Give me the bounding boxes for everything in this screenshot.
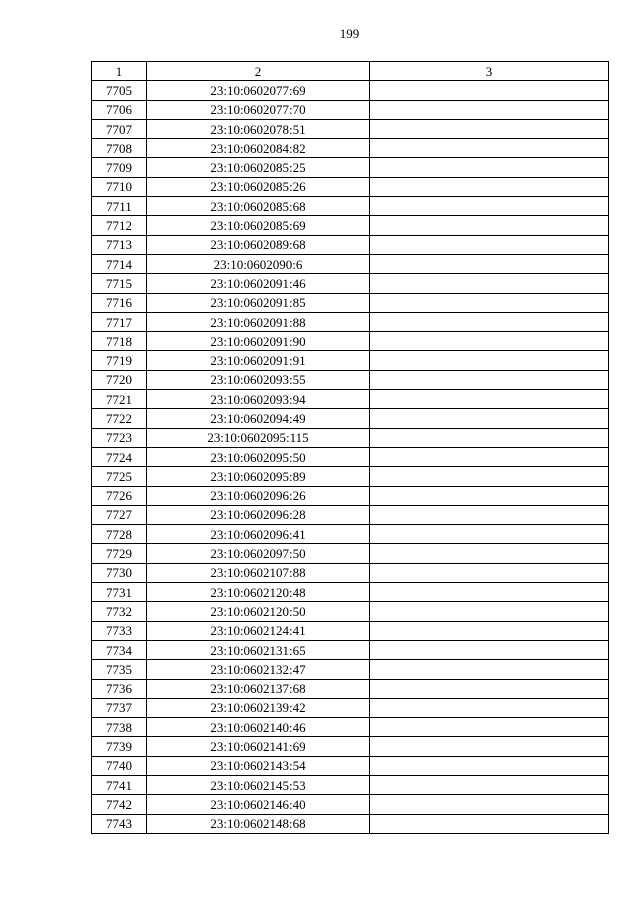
notes-cell xyxy=(370,467,609,486)
row-number-cell: 7725 xyxy=(92,467,147,486)
row-number-cell: 7714 xyxy=(92,254,147,273)
table-row xyxy=(92,158,609,177)
notes-cell xyxy=(370,486,609,505)
row-number-cell: 7734 xyxy=(92,640,147,659)
cadastral-number-cell: 23:10:0602085:69 xyxy=(147,216,370,235)
row-number-cell: 7741 xyxy=(92,775,147,794)
notes-cell xyxy=(370,737,609,756)
notes-cell xyxy=(370,640,609,659)
notes-cell xyxy=(370,718,609,737)
cadastral-number-cell: 23:10:0602145:53 xyxy=(147,775,370,794)
cadastral-number-cell: 23:10:0602089:68 xyxy=(147,235,370,254)
row-number-cell: 7727 xyxy=(92,505,147,524)
table-row xyxy=(92,505,609,524)
row-number-cell: 7722 xyxy=(92,409,147,428)
notes-cell xyxy=(370,293,609,312)
cadastral-number-cell: 23:10:0602085:68 xyxy=(147,197,370,216)
row-number-cell: 7716 xyxy=(92,293,147,312)
row-number-cell: 7739 xyxy=(92,737,147,756)
row-number-cell: 7732 xyxy=(92,602,147,621)
row-number-cell: 7715 xyxy=(92,274,147,293)
notes-cell xyxy=(370,525,609,544)
table-row xyxy=(92,428,609,447)
table-row xyxy=(92,216,609,235)
table-row xyxy=(92,119,609,138)
row-number-cell: 7705 xyxy=(92,81,147,100)
row-number-cell: 7742 xyxy=(92,795,147,814)
notes-cell xyxy=(370,197,609,216)
notes-cell xyxy=(370,100,609,119)
table-row xyxy=(92,583,609,602)
notes-cell xyxy=(370,332,609,351)
table-row xyxy=(92,795,609,814)
notes-cell xyxy=(370,447,609,466)
cadastral-number-cell: 23:10:0602091:90 xyxy=(147,332,370,351)
cadastral-number-cell: 23:10:0602096:41 xyxy=(147,525,370,544)
table-row xyxy=(92,775,609,794)
notes-cell xyxy=(370,235,609,254)
row-number-cell: 7728 xyxy=(92,525,147,544)
table-row xyxy=(92,737,609,756)
table-row xyxy=(92,621,609,640)
notes-cell xyxy=(370,390,609,409)
notes-cell xyxy=(370,158,609,177)
row-number-cell: 7709 xyxy=(92,158,147,177)
cadastral-number-cell: 23:10:0602120:50 xyxy=(147,602,370,621)
row-number-cell: 7726 xyxy=(92,486,147,505)
notes-cell xyxy=(370,312,609,331)
notes-cell xyxy=(370,814,609,833)
cadastral-number-cell: 23:10:0602140:46 xyxy=(147,718,370,737)
cadastral-number-cell: 23:10:0602095:89 xyxy=(147,467,370,486)
notes-cell xyxy=(370,370,609,389)
cadastral-number-cell: 23:10:0602139:42 xyxy=(147,698,370,717)
cadastral-number-cell: 23:10:0602095:115 xyxy=(147,428,370,447)
column-header-number: 1 xyxy=(92,62,147,81)
row-number-cell: 7717 xyxy=(92,312,147,331)
cadastral-number-cell: 23:10:0602124:41 xyxy=(147,621,370,640)
notes-cell xyxy=(370,621,609,640)
row-number-cell: 7723 xyxy=(92,428,147,447)
row-number-cell: 7718 xyxy=(92,332,147,351)
notes-cell xyxy=(370,698,609,717)
table-row xyxy=(92,698,609,717)
table-row xyxy=(92,447,609,466)
notes-cell xyxy=(370,660,609,679)
table-row xyxy=(92,81,609,100)
cadastral-number-cell: 23:10:0602107:88 xyxy=(147,563,370,582)
row-number-cell: 7743 xyxy=(92,814,147,833)
column-header-cadastral-number: 2 xyxy=(147,62,370,81)
notes-cell xyxy=(370,81,609,100)
cadastral-number-cell: 23:10:0602148:68 xyxy=(147,814,370,833)
cadastral-number-cell: 23:10:0602097:50 xyxy=(147,544,370,563)
notes-cell xyxy=(370,505,609,524)
row-number-cell: 7729 xyxy=(92,544,147,563)
cadastral-number-cell: 23:10:0602078:51 xyxy=(147,119,370,138)
notes-cell xyxy=(370,583,609,602)
cadastral-number-cell: 23:10:0602090:6 xyxy=(147,254,370,273)
table-row xyxy=(92,139,609,158)
row-number-cell: 7710 xyxy=(92,177,147,196)
cadastral-number-cell: 23:10:0602084:82 xyxy=(147,139,370,158)
cadastral-number-cell: 23:10:0602096:26 xyxy=(147,486,370,505)
notes-cell xyxy=(370,274,609,293)
table-row xyxy=(92,370,609,389)
cadastral-number-cell: 23:10:0602131:65 xyxy=(147,640,370,659)
cadastral-number-cell: 23:10:0602091:88 xyxy=(147,312,370,331)
table-row xyxy=(92,814,609,833)
notes-cell xyxy=(370,139,609,158)
table-row xyxy=(92,390,609,409)
notes-cell xyxy=(370,795,609,814)
table-body xyxy=(92,81,609,834)
notes-cell xyxy=(370,775,609,794)
cadastral-number-cell: 23:10:0602085:25 xyxy=(147,158,370,177)
table-row xyxy=(92,254,609,273)
row-number-cell: 7737 xyxy=(92,698,147,717)
table-row xyxy=(92,332,609,351)
cadastral-number-cell: 23:10:0602094:49 xyxy=(147,409,370,428)
table-row xyxy=(92,177,609,196)
notes-cell xyxy=(370,409,609,428)
table-row xyxy=(92,660,609,679)
row-number-cell: 7706 xyxy=(92,100,147,119)
table-row xyxy=(92,197,609,216)
notes-cell xyxy=(370,602,609,621)
row-number-cell: 7719 xyxy=(92,351,147,370)
table-row xyxy=(92,312,609,331)
table-row xyxy=(92,486,609,505)
cadastral-number-cell: 23:10:0602093:94 xyxy=(147,390,370,409)
row-number-cell: 7720 xyxy=(92,370,147,389)
row-number-cell: 7721 xyxy=(92,390,147,409)
notes-cell xyxy=(370,544,609,563)
table-row xyxy=(92,467,609,486)
page-number: 199 xyxy=(339,26,360,41)
cadastral-number-cell: 23:10:0602120:48 xyxy=(147,583,370,602)
cadastral-table xyxy=(91,61,609,834)
cadastral-number-cell: 23:10:0602132:47 xyxy=(147,660,370,679)
cadastral-number-cell: 23:10:0602141:69 xyxy=(147,737,370,756)
notes-cell xyxy=(370,119,609,138)
cadastral-number-cell: 23:10:0602137:68 xyxy=(147,679,370,698)
notes-cell xyxy=(370,254,609,273)
row-number-cell: 7738 xyxy=(92,718,147,737)
column-header-notes: 3 xyxy=(370,62,609,81)
table-row xyxy=(92,602,609,621)
table-row xyxy=(92,100,609,119)
notes-cell xyxy=(370,216,609,235)
notes-cell xyxy=(370,563,609,582)
notes-cell xyxy=(370,756,609,775)
table-row xyxy=(92,409,609,428)
cadastral-number-cell: 23:10:0602091:85 xyxy=(147,293,370,312)
cadastral-number-cell: 23:10:0602096:28 xyxy=(147,505,370,524)
row-number-cell: 7713 xyxy=(92,235,147,254)
notes-cell xyxy=(370,679,609,698)
cadastral-number-cell: 23:10:0602091:46 xyxy=(147,274,370,293)
cadastral-number-cell: 23:10:0602093:55 xyxy=(147,370,370,389)
cadastral-number-cell: 23:10:0602095:50 xyxy=(147,447,370,466)
table-row xyxy=(92,274,609,293)
cadastral-number-cell: 23:10:0602143:54 xyxy=(147,756,370,775)
row-number-cell: 7740 xyxy=(92,756,147,775)
table-row xyxy=(92,640,609,659)
row-number-cell: 7712 xyxy=(92,216,147,235)
notes-cell xyxy=(370,177,609,196)
row-number-cell: 7731 xyxy=(92,583,147,602)
table-row xyxy=(92,544,609,563)
row-number-cell: 7733 xyxy=(92,621,147,640)
table-row xyxy=(92,679,609,698)
row-number-cell: 7736 xyxy=(92,679,147,698)
notes-cell xyxy=(370,428,609,447)
cadastral-number-cell: 23:10:0602091:91 xyxy=(147,351,370,370)
row-number-cell: 7724 xyxy=(92,447,147,466)
cadastral-number-cell: 23:10:0602077:70 xyxy=(147,100,370,119)
cadastral-number-cell: 23:10:0602085:26 xyxy=(147,177,370,196)
row-number-cell: 7730 xyxy=(92,563,147,582)
table-row xyxy=(92,563,609,582)
table-row xyxy=(92,235,609,254)
row-number-cell: 7711 xyxy=(92,197,147,216)
row-number-cell: 7708 xyxy=(92,139,147,158)
table-row xyxy=(92,293,609,312)
table-row xyxy=(92,525,609,544)
cadastral-number-cell: 23:10:0602146:40 xyxy=(147,795,370,814)
table-row xyxy=(92,756,609,775)
row-number-cell: 7735 xyxy=(92,660,147,679)
row-number-cell: 7707 xyxy=(92,119,147,138)
cadastral-number-cell: 23:10:0602077:69 xyxy=(147,81,370,100)
table-header-row xyxy=(92,62,609,81)
table-row xyxy=(92,351,609,370)
table-row xyxy=(92,718,609,737)
notes-cell xyxy=(370,351,609,370)
